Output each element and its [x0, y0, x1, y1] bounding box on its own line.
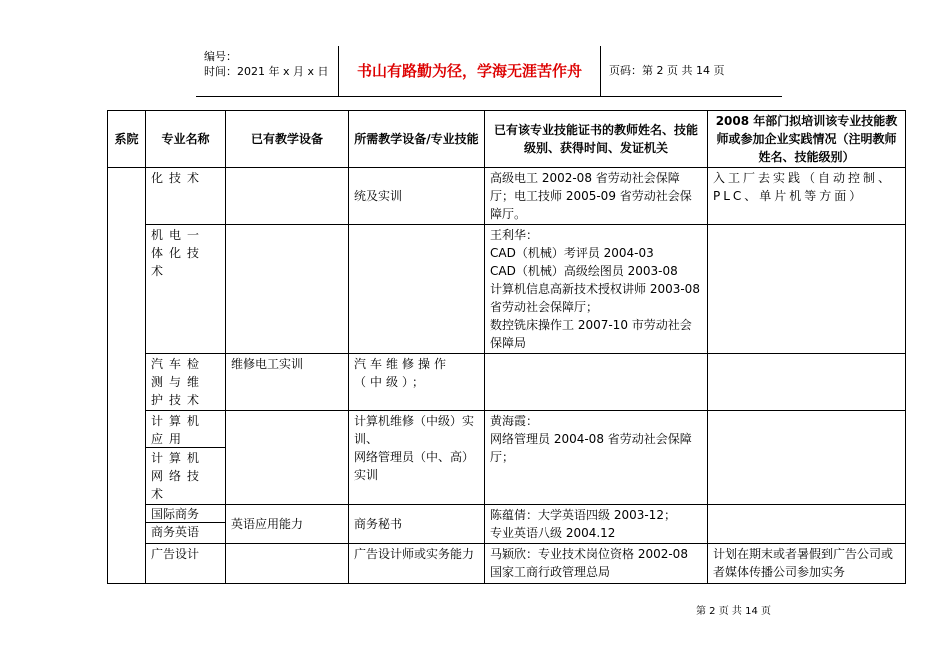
major-name-1: 国际商务: [146, 505, 225, 523]
table-row: [108, 168, 906, 225]
table-row: [108, 354, 906, 411]
major-name-2: 计算机网络技术: [151, 451, 206, 501]
table-row: [108, 225, 906, 354]
table-row: [108, 411, 906, 505]
needed-cell: [349, 225, 485, 354]
needed-cell: 广告设计师或实务能力: [349, 544, 485, 584]
teachers-cell: 黄海霞： 网络管理员 2004-08 省劳动社会保障厅；: [485, 411, 708, 505]
page-footer: 第 2 页 共 14 页: [696, 606, 771, 617]
equipment-cell: [226, 225, 349, 354]
teachers-cell: 陈蕴倩：大学英语四级 2003-12； 专业英语八级 2004.12: [485, 505, 708, 544]
equipment-cell: [226, 411, 349, 505]
time-label: 时间：2021 年 x 月 x 日: [204, 65, 329, 78]
header-teachers: 已有该专业技能证书的教师姓名、技能级别、获得时间、发证机关: [485, 111, 708, 168]
needed-cell: 计算机维修（中级）实训、 网络管理员（中、高）实训: [349, 411, 485, 505]
plan-cell: [708, 505, 906, 544]
teachers-cell: 高级电工 2002-08 省劳动社会保障厅；电工技师 2005-09 省劳动社会保障厅。: [485, 168, 708, 225]
equipment-cell: [226, 544, 349, 584]
needed-cell: 汽车维修操作（中级）；: [349, 354, 485, 411]
plan-cell: [708, 225, 906, 354]
equipment-cell: 维修电工实训: [226, 354, 349, 411]
motto: 书山有路勤为径，学海无涯苦作舟: [338, 46, 601, 96]
plan-cell: [708, 354, 906, 411]
equipment-cell: [226, 168, 349, 225]
header-equipment: 已有教学设备: [226, 111, 349, 168]
page-header: [196, 46, 782, 97]
major-name-1: 计算机应用: [146, 411, 225, 448]
plan-cell: 计划在期末或者暑假到广告公司或者媒体传播公司参加实务: [708, 544, 906, 584]
major-cell: [146, 411, 226, 505]
major-cell: 汽车检测与维护技术: [146, 354, 226, 411]
teachers-cell: 马颖欣：专业技术岗位资格 2002-08 国家工商行政管理总局: [485, 544, 708, 584]
equipment-cell: 英语应用能力: [226, 505, 349, 544]
plan-cell: [708, 411, 906, 505]
plan-cell: 入工厂去实践（自动控制、PLC、单片机等方面）: [708, 168, 906, 225]
table-row: [108, 544, 906, 584]
teachers-cell: 王利华： CAD（机械）考评员 2004-03 CAD（机械）高级绘图员 2003-08 计算机信息高新技术授权讲师 2003-08 省劳动社会保障厅； 数控铣床操作工 2007-10 市劳动社会保障局: [485, 225, 708, 354]
table-row: [108, 505, 906, 544]
skills-table: [107, 110, 906, 584]
dept-cell: [108, 168, 146, 584]
table-header-row: [108, 111, 906, 168]
header-needed: 所需教学设备/专业技能: [349, 111, 485, 168]
number-label: 编号：: [204, 50, 237, 63]
major-cell: 机电一体化技术: [146, 225, 226, 354]
major-cell: 广告设计: [146, 544, 226, 584]
page-label: 页码：第 2 页 共 14 页: [609, 64, 725, 77]
teachers-cell: [485, 354, 708, 411]
major-name-2: 商务英语: [151, 525, 200, 539]
header-dept: 系院: [108, 111, 146, 168]
needed-cell: 统及实训: [349, 168, 485, 225]
header-major: 专业名称: [146, 111, 226, 168]
header-info: [196, 46, 338, 96]
major-cell: [146, 505, 226, 544]
major-cell: 化技术: [146, 168, 226, 225]
needed-cell: 商务秘书: [349, 505, 485, 544]
header-plan: 2008 年部门拟培训该专业技能教师或参加企业实践情况（注明教师姓名、技能级别）: [708, 111, 906, 168]
